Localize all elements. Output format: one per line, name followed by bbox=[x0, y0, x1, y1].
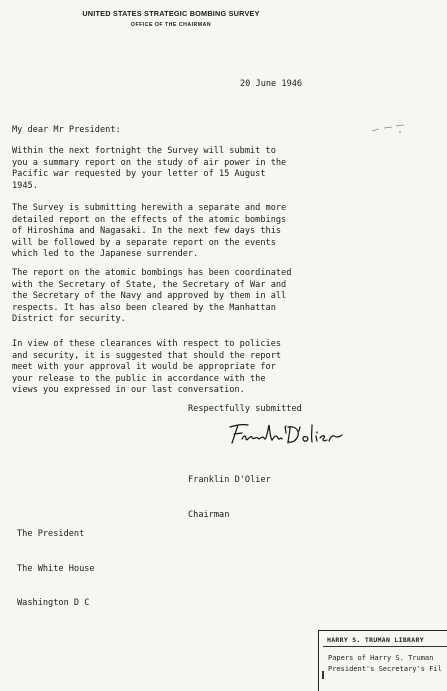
paragraph-line: The report on the atomic bombings has been coordinated bbox=[12, 268, 292, 278]
address-line: Washington D C bbox=[17, 598, 90, 609]
letterhead-office: OFFICE OF THE CHAIRMAN bbox=[130, 22, 212, 28]
signer-title: Chairman bbox=[188, 509, 230, 520]
paragraph-line: The Survey is submitting herewith a separate and more bbox=[12, 203, 287, 213]
closing: Respectfully submitted bbox=[188, 404, 302, 414]
paragraph-line: which led to the Japanese surrender. bbox=[12, 249, 199, 260]
paragraph-line: detailed report on the effects of the atomic bombings bbox=[12, 214, 287, 225]
paragraph-line: you a summary report on the study of air power in the bbox=[12, 157, 287, 168]
paragraph-line: respects. It has also been cleared by the Manhattan bbox=[12, 302, 276, 313]
paragraph-line: meet with your approval it would be appropriate for bbox=[12, 362, 276, 373]
stamp-library: HARRY S. TRUMAN LIBRARY bbox=[327, 636, 424, 644]
paragraph-1 bbox=[12, 146, 286, 192]
signer-name: Franklin D'Olier bbox=[188, 475, 271, 485]
paragraph-line: Pacific war requested by your letter of 15 August bbox=[12, 169, 266, 180]
letterhead-organization: UNITED STATES STRATEGIC BOMBING SURVEY bbox=[82, 9, 260, 18]
stamp-collection: Papers of Harry S. Truman bbox=[328, 654, 434, 662]
stamp-divider bbox=[323, 646, 447, 647]
salutation: My dear Mr President: bbox=[12, 125, 121, 135]
paragraph-2 bbox=[12, 203, 286, 261]
paragraph-line: the Secretary of the Navy and approved by them in all bbox=[12, 291, 287, 302]
stamp-tick bbox=[322, 671, 324, 679]
paragraph-3 bbox=[12, 268, 291, 326]
paragraph-line: and security, it is suggested that should the report bbox=[12, 350, 282, 361]
address-line: The President bbox=[17, 529, 85, 539]
paragraph-line: your release to the public in accordance with the bbox=[12, 373, 266, 384]
handwritten-signature bbox=[226, 421, 356, 449]
paragraph-4 bbox=[12, 339, 281, 397]
paragraph-line: District for security. bbox=[12, 314, 126, 325]
address-line: The White House bbox=[17, 563, 95, 574]
stamp-file: President's Secretary's Fil bbox=[328, 665, 442, 673]
paragraph-line: In view of these clearances with respect to policies bbox=[12, 339, 282, 349]
paragraph-line: with the Secretary of State, the Secretary of War and bbox=[12, 279, 287, 290]
paragraph-line: views you expressed in our last conversation. bbox=[12, 385, 245, 396]
pencil-mark-icon bbox=[370, 123, 410, 135]
paragraph-line: of Hiroshima and Nagasaki. In the next few days this bbox=[12, 226, 282, 237]
recipient-address bbox=[17, 506, 95, 621]
paragraph-line: Within the next fortnight the Survey will submit to bbox=[12, 146, 276, 156]
paragraph-line: 1945. bbox=[12, 180, 38, 191]
letter-date: 20 June 1946 bbox=[240, 79, 303, 89]
paragraph-line: will be followed by a separate report on the events bbox=[12, 237, 276, 248]
signer-block bbox=[188, 452, 271, 533]
archive-stamp bbox=[318, 630, 447, 691]
